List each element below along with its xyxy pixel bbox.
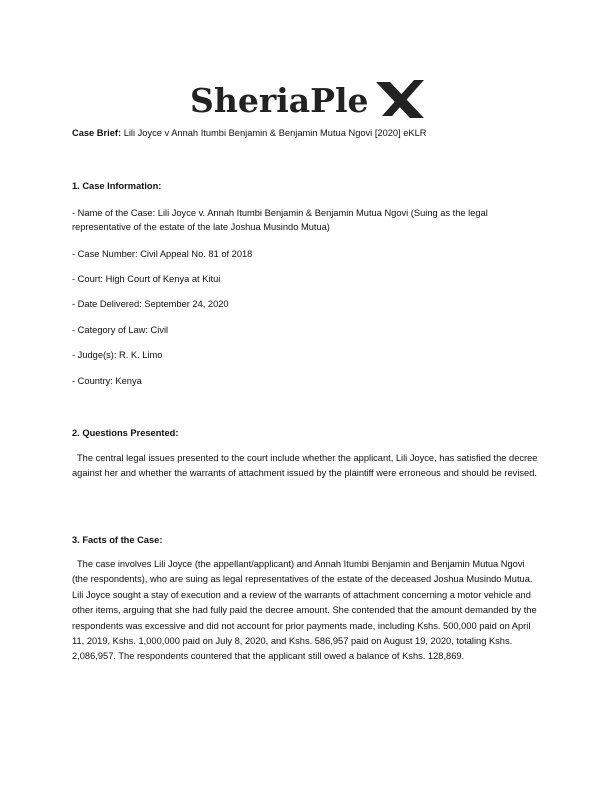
sheriaplex-logo: [0, 76, 612, 122]
section-heading-case-information: 1. Case Information:: [72, 181, 162, 191]
case-brief-title: Lili Joyce v Annah Itumbi Benjamin & Benjamin Mutua Ngovi [2020] eKLR: [123, 128, 427, 138]
questions-paragraph: The central legal issues presented to the court include whether the applicant, Lili Joyce, has satisfied the decree against her and whether the warrants of attachment issued by the plaintiff were erroneous and should be revised.: [72, 453, 538, 479]
x-logo-icon: [376, 80, 424, 118]
info-item-court: - Court: High Court of Kenya at Kitui: [72, 274, 221, 284]
logo-text: SheriaPle: [190, 81, 369, 120]
info-item-name-of-case: - Name of the Case: Lili Joyce v. Annah Itumbi Benjamin & Benjamin Mutua Ngovi (Suing as the legal representative of the estate of the late Joshua Musindo Mutua): [72, 208, 488, 232]
section-heading-questions-presented: 2. Questions Presented:: [72, 428, 179, 438]
info-item-judges: - Judge(s): R. K. Limo: [72, 350, 163, 360]
facts-paragraph: The case involves Lili Joyce (the appellant/applicant) and Annah Itumbi Benjamin and Benjamin Mutua Ngovi (the respondents), who are suing as legal representatives of the estate of the deceased Joshua Musindo Mutua. Lili Joyce sought a stay of execution and a review of the warrants of attachment concerning a motor vehicle and other items, arguing that she had fully paid the decree amount. She contended that the amount demanded by the respondents was excessive and did not account for prior payments made, including Kshs. 500,000 paid on April 11, 2019, Kshs. 1,000,000 paid on July 8, 2020, and Kshs. 586,957 paid on August 19, 2020, totaling Kshs. 2,086,957. The respondents countered that the applicant still owed a balance of Kshs. 128,869.: [72, 559, 537, 662]
info-item-case-number: - Case Number: Civil Appeal No. 81 of 2018: [72, 249, 253, 259]
info-item-date-delivered: - Date Delivered: September 24, 2020: [72, 299, 229, 309]
case-brief-label: Case Brief:: [72, 128, 122, 138]
section-heading-facts: 3. Facts of the Case:: [72, 535, 163, 545]
case-brief-line: [72, 127, 542, 140]
info-item-category-of-law: - Category of Law: Civil: [72, 325, 169, 335]
info-item-country: - Country: Kenya: [72, 376, 142, 386]
